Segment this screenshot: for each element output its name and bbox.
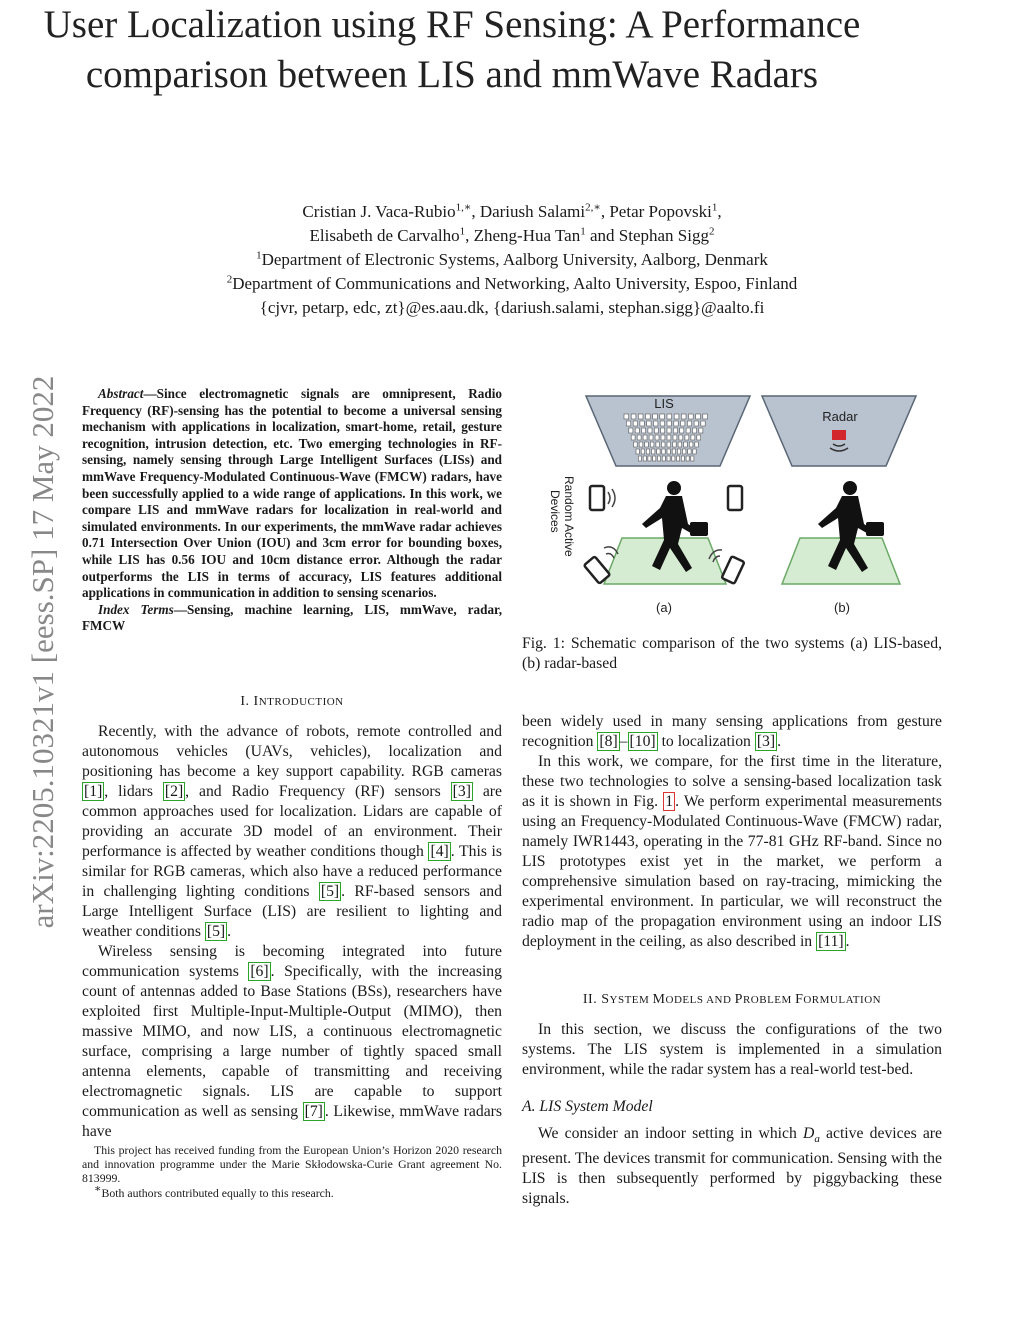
subfigure-label-b: (b) [834,600,850,615]
col2-body [522,712,942,952]
antenna-element [667,414,672,419]
antenna-element [673,442,677,447]
figure-1 [520,388,950,618]
antenna-element [685,435,689,440]
citation-link[interactable]: [2] [164,783,184,800]
footnote-funding: This project has received funding from the European Union’s Horizon 2020 research and innovation programme under the Marie Skłodowska-Curie Grant agreement No. 813999. [82,1143,502,1186]
abstract-text: —Since electromagnetic signals are omnipresent, Radio Frequency (RF)-sensing has the potential to become a universal sensing mechanism with applications in localization, smart-home, retail, gesture recognition, intrusion detection, etc. Two emerging technologies in RF-sensing, namely sensing through Large Intelligent Surfaces (LISs) and mmWave Frequency-Modulated Continuous-Wave (FMCW) radars, have been successfully applied to a wide range of applications. In this work, we compare LIS and mmWave radars for localization in real-world and simulated environments. In our experiments, the mmWave radar achieves 0.71 Intersection Over Union (IOU) and 3cm error for bounding boxes, while LIS has 0.56 IOU and 10cm distance error. Although the radar outperforms the LIS in terms of accuracy, LIS features additional applications in communication in addition to sensing scenarios. [82,386,502,601]
antenna-element [689,414,694,419]
intro-paragraph-1: Recently, with the advance of robots, remote controlled and autonomous vehicles (UAVs, vehicles), localization and positioning has become a key support capability. RGB cameras [1] , lidars [2] , and Radio Frequency (RF) sensors [3] are common approaches used for localization. Lidars are capable of providing an accurate 3D model of an environment. Their performance is affected by weather conditions though [4] . This is similar for RGB cameras, which also have a reduced performance in challenging lighting conditions [5] . RF-based sensors and Large Intelligent Surface (LIS) are resilient to lighting and weather conditions [5] . [82,723,502,940]
author-name: and Stephan Sigg [585,226,709,245]
antenna-element [640,421,644,426]
antenna-element [647,421,651,426]
math-symbol: D [803,1125,815,1142]
antenna-element [655,435,659,440]
paper-title [0,0,904,100]
antenna-element [653,414,658,419]
antenna-element [695,442,699,447]
antenna-element [681,421,685,426]
section2-intro [522,1020,942,1080]
devices-label-line-1: Random Active [562,476,576,557]
antenna-element [658,456,661,461]
antenna-element [667,428,671,433]
radar-panel [762,396,916,615]
antenna-element [653,456,656,461]
footnotes [82,1143,502,1200]
subsection-heading-lis-model: A. LIS System Model [522,1098,653,1115]
author-name: , Dariush Salami [471,202,586,221]
section-number: I. [240,694,250,709]
signal-icon [608,489,615,507]
antenna-element [691,435,695,440]
col2-paragraph-2: In this work, we compare, for the first time in the literature, these two technologies to solve a sensing-based localization task as it is shown in Fig. 1 . We perform experimental measurements using an Frequency-Modulated Continuous-Wave (FMCW) radar, namely IWR1443, operating in the 77-81 GHz RF-band. Since no LIS prototypes exist yet in the market, we perform a comprehensive simulation based on ray-tracing, mimicking the experimental environment. In particular, we will reconstruct the radio map of the propagation environment using an indoor LIS deployment in the ceiling, as also described in [11] . [522,753,943,950]
devices-label [548,476,576,557]
author-line-2 [100,224,924,248]
footnote-equal-contribution: ∗Both authors contributed equally to this research. [94,1182,334,1200]
affil-text: Department of Electronic Systems, Aalborg University, Aalborg, Denmark [261,250,768,269]
affiliation-1 [100,248,924,272]
antenna-element [667,421,671,426]
affiliation-2 [100,272,924,296]
section-number: II. [582,992,598,1007]
footnote-mark: ∗ [94,1182,102,1195]
antenna-element [701,421,705,426]
antenna-element [652,449,655,454]
citation-link[interactable]: [5] [206,923,226,940]
antenna-element [637,435,641,440]
antenna-element [667,449,670,454]
citation-link[interactable]: [11] [818,933,844,950]
intro-paragraph-2: Wireless sensing is becoming integrated into future communication systems [6] . Specifically, with the increasing count of antennas added to Base Stations (BSs), researchers have exploited first Multiple-Input-Multiple-Output (MIMO), then massive MIMO, and now LIS, a continuous electromagnetic surface, comprising a large number of tightly spaced small antenna elements, capable of transmitting and receiving electromagnetic signals. LIS are capable to support communication as well as sensing [7] . Likewise, mmWave radars have [82,943,502,1140]
citation-link[interactable]: [5] [320,883,340,900]
antenna-element [631,435,635,440]
antenna-element [642,428,646,433]
author-sep: , [717,202,722,221]
math-subscript: a [814,1133,820,1146]
antenna-element [677,449,680,454]
antenna-element [661,442,665,447]
antenna-element [649,435,653,440]
antenna-element [688,449,691,454]
antenna-element [633,421,637,426]
antenna-element [634,442,638,447]
antenna-element [643,456,646,461]
antenna-element [661,428,665,433]
antenna-element [684,442,688,447]
section-heading-introduction [82,694,502,710]
antenna-element [654,428,658,433]
antenna-element [645,442,649,447]
antenna-element [699,428,703,433]
antenna-element [674,421,678,426]
lis-label: LIS [654,396,674,411]
antenna-element [703,414,708,419]
arxiv-id[interactable]: arXiv:2205.10321v1 [eess.SP] 17 May 2022 [25,375,60,929]
antenna-element [673,435,677,440]
abstract [82,386,502,635]
phone-icon [722,556,745,584]
phone-icon [584,556,610,583]
lis-model-paragraph: We consider an indoor setting in which $D_a$ active devices are present. The devices transmit for communication. Sensing with the LIS is then subsequently performed by piggybacking these signals. [522,1125,942,1208]
antenna-element [672,456,675,461]
citation-link[interactable]: [3] [452,783,471,800]
antenna-element [681,414,686,419]
section2-paragraph: In this section, we discuss the configurations of the two systems. The LIS system is implemented in a simulation environment, while the radar system has a real-world test-bed. [522,1021,942,1078]
antenna-element [648,428,652,433]
antenna-element [636,449,639,454]
col2-paragraph-continued: been widely used in many sensing applications from gesture recognition [8] – [10] to localization [3] . [522,713,942,750]
subfigure-label-a: (a) [656,600,672,615]
author-emails: {cjvr, petarp, edc, zt}@es.aau.dk, {dariush.salami, stephan.sigg}@aalto.fi [259,298,765,317]
author-sup: 1 [580,225,586,238]
antenna-element [681,456,684,461]
section-heading-system-models: II. SYSTEM MODELS AND PROBLEM FORMULATION [582,992,882,1007]
antenna-element [650,442,654,447]
citation-link[interactable]: [6] [250,963,269,980]
antenna-element [629,428,633,433]
antenna-element [660,414,665,419]
antenna-element [641,449,644,454]
citation-link[interactable]: [10] [629,733,656,750]
author-sup: 2 [708,225,715,238]
lis-panel [548,396,750,615]
antenna-element [646,414,651,419]
antenna-element [656,442,660,447]
antenna-element [661,435,665,440]
antenna-element [693,449,696,454]
arxiv-sidebar [12,347,74,957]
citation-link[interactable]: [4] [430,843,449,860]
antenna-element [683,449,686,454]
antenna-element [674,414,679,419]
figure-link[interactable]: 1 [665,793,674,810]
title-line-2: comparison between LIS and mmWave Radars [85,53,819,96]
antenna-element [660,421,664,426]
author-line-1 [100,200,924,224]
author-name: Elisabeth de Carvalho [309,226,460,245]
affil-text: Department of Communications and Networking, Aalto University, Espoo, Finland [232,274,798,293]
index-terms-label: Index Terms [98,601,174,617]
radar-label: Radar [822,409,858,424]
antenna-element [679,435,683,440]
antenna-element [662,456,665,461]
radar-device-icon [832,430,846,440]
antenna-element [667,456,670,461]
antenna-element [696,414,701,419]
antenna-element [686,428,690,433]
author-sup: 1,∗ [455,201,472,214]
antenna-element [677,456,680,461]
antenna-element [680,428,684,433]
antenna-element [646,449,649,454]
author-sup: 1 [711,201,718,214]
affil-sup: 1 [256,249,262,262]
section-title-rest: NTRODUCTION [258,696,344,708]
lis-model-body [522,1124,942,1209]
affil-sup: 2 [226,273,233,286]
antenna-element [643,435,647,440]
antenna-element [667,435,671,440]
author-name: , Zheng-Hua Tan [465,226,581,245]
devices-label-line-2: Devices [548,490,562,533]
antenna-element [673,428,677,433]
antenna-element [626,421,630,426]
author-sup: 2,∗ [585,201,601,214]
author-sup: 1 [459,225,466,238]
phone-icon [590,486,604,510]
figure-caption: Fig. 1: Schematic comparison of the two systems (a) LIS-based, (b) radar-based [522,635,942,672]
antenna-element [638,456,641,461]
antenna-element [686,456,689,461]
author-name: Cristian J. Vaca-Rubio [302,202,456,221]
antenna-element [667,442,671,447]
antenna-element [678,442,682,447]
antenna-element [635,428,639,433]
antenna-element [654,421,658,426]
antenna-element [672,449,675,454]
antenna-element [657,449,660,454]
citation-link[interactable]: [1] [84,783,103,800]
index-terms-text: —Sensing, machine learning, LIS, mmWave, radar, FMCW [82,601,502,634]
antenna-element [687,421,691,426]
citation-link[interactable]: [3] [756,733,776,750]
antenna-element [689,442,693,447]
antenna-element [694,421,698,426]
section-title-cap: I [253,694,259,709]
antenna-element [693,428,697,433]
antenna-element [648,456,651,461]
phone-icon [728,486,742,510]
antenna-element [631,414,636,419]
citation-link[interactable]: [7] [304,1103,323,1120]
author-name: , Petar Popovski [600,202,712,221]
antenna-element [697,435,701,440]
antenna-element [662,449,665,454]
antenna-element [624,414,629,419]
antenna-element [638,414,643,419]
citation-link[interactable]: [8] [599,733,618,750]
antenna-element [639,442,643,447]
title-line-1: User Localization using RF Sensing: A Performance [43,3,861,46]
antenna-element [691,456,694,461]
intro-body [82,722,502,1142]
abstract-label: Abstract [98,386,144,401]
